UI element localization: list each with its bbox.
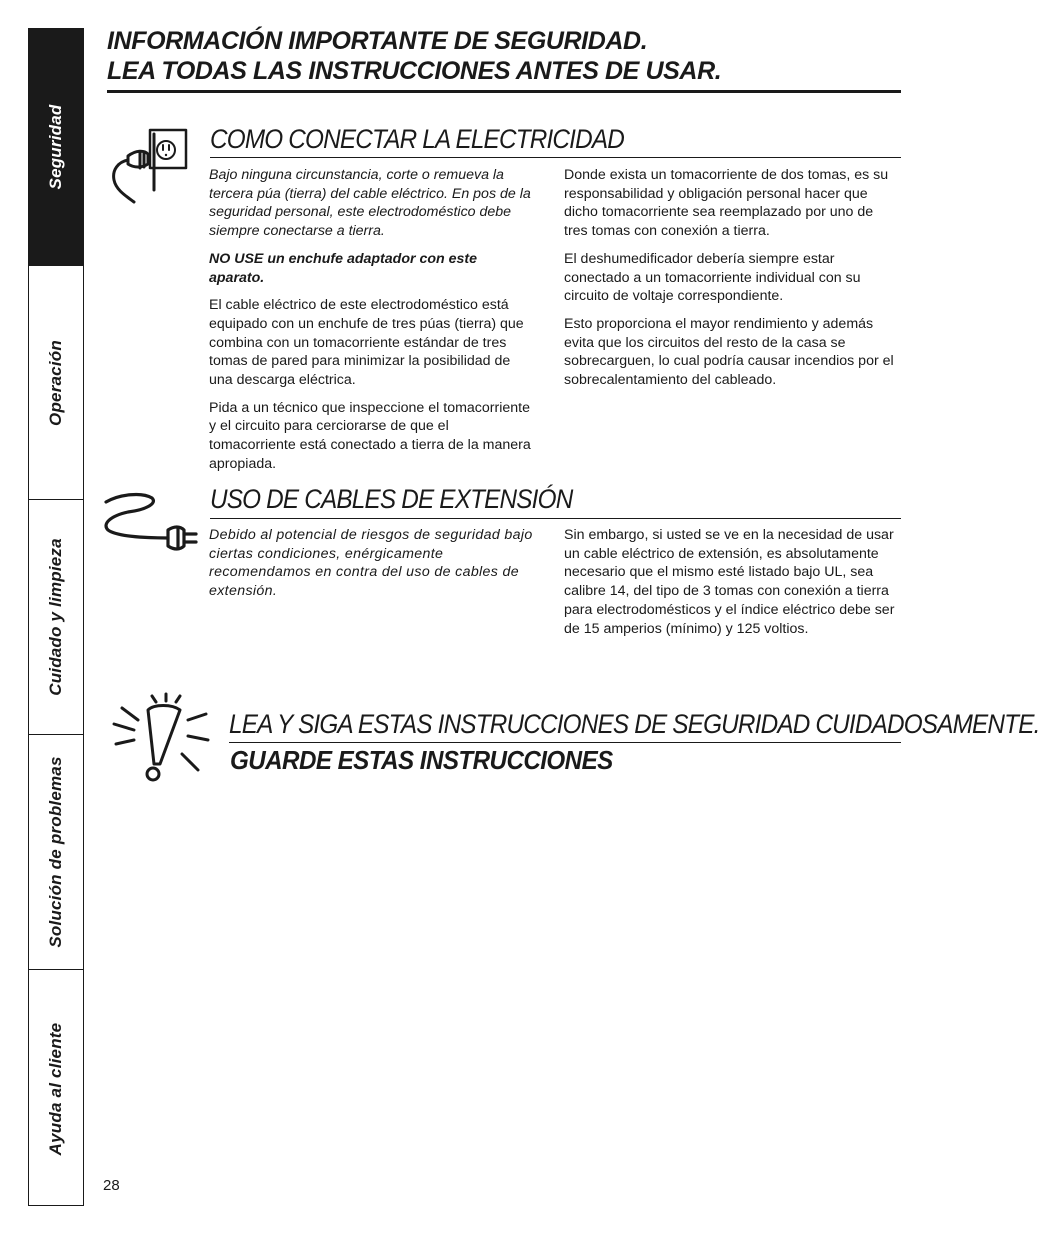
electricity-left-column bbox=[209, 166, 535, 483]
page-title bbox=[107, 26, 907, 86]
extension-left-column bbox=[209, 526, 535, 610]
plug-outlet-icon bbox=[108, 124, 192, 208]
section-title-read-follow: LEA Y SIGA ESTAS INSTRUCCIONES DE SEGURIDAD CUIDADOSAMENTE. bbox=[229, 709, 1040, 739]
header-divider bbox=[107, 90, 901, 93]
electricity-right-column bbox=[564, 166, 900, 399]
paragraph: El cable eléctrico de este electrodoméstico está equipado con un enchufe de tres púas (tierra) que combina con un tomacorriente estándar de tres tomas de pared para minimizar la posibilidad de una descarga eléctrica. bbox=[209, 297, 524, 389]
section-divider bbox=[210, 518, 901, 519]
tab-operacion[interactable] bbox=[29, 266, 83, 500]
tab-cuidado-y-limpieza[interactable] bbox=[29, 500, 83, 735]
paragraph: Pida a un técnico que inspeccione el tomacorriente y el circuito para cerciorarse de que el tomacorriente está conectado a tierra de la manera apropiada. bbox=[209, 399, 531, 472]
paragraph: Esto proporciona el mayor rendimiento y además evita que los circuitos del resto de la casa se sobrecarguen, lo cual podría causar incendios por el sobrecalentamiento del cableado. bbox=[564, 315, 894, 389]
exclamation-warning-icon bbox=[108, 692, 212, 784]
tab-label: Seguridad bbox=[46, 104, 65, 190]
page-title-line1: INFORMACIÓN IMPORTANTE DE SEGURIDAD. bbox=[107, 27, 648, 55]
tab-label: Cuidado y limpieza bbox=[46, 538, 65, 696]
page-title-line2: LEA TODAS LAS INSTRUCCIONES ANTES DE USAR. bbox=[107, 57, 722, 85]
save-instructions-heading: GUARDE ESTAS INSTRUCCIONES bbox=[230, 745, 613, 775]
tab-seguridad[interactable] bbox=[29, 29, 83, 266]
tab-ayuda-al-cliente[interactable] bbox=[29, 970, 83, 1207]
paragraph: El deshumedificador debería siempre estar conectado a un tomacorriente individual con su circuito de voltaje correspondiente. bbox=[564, 250, 861, 305]
section-divider bbox=[210, 157, 901, 158]
no-adapter-warning: NO USE un enchufe adaptador con este aparato. bbox=[209, 250, 478, 286]
section-tabs bbox=[28, 28, 84, 1206]
paragraph: Donde exista un tomacorriente de dos tomas, es su responsabilidad y obligación personal hacer que dicho tomacorriente sea reemplazado por uno de tres tomas con conexión a tierra. bbox=[564, 167, 889, 240]
section-title-extension: USO DE CABLES DE EXTENSIÓN bbox=[210, 484, 573, 514]
ground-prong-warning: Bajo ninguna circunstancia, corte o remueva la tercera púa (tierra) del cable eléctrico. En pos de la seguridad personal, este electrodoméstico debe siempre conectarse a tierra. bbox=[209, 167, 531, 240]
tab-label: Operación bbox=[46, 339, 65, 426]
section-divider bbox=[229, 742, 901, 743]
extension-warning: Debido al potencial de riesgos de seguridad bajo ciertas condiciones, enérgicamente recomendamos en contra del uso de cables de extensión. bbox=[209, 527, 533, 600]
tab-solucion-de-problemas[interactable] bbox=[29, 735, 83, 970]
tab-label: Solución de problemas bbox=[46, 756, 65, 948]
paragraph: Sin embargo, si usted se ve en la necesidad de usar un cable eléctrico de extensión, es absolutamente necesario que el mismo esté listado bajo UL, sea calibre 14, del tipo de 3 tomas con conexión a tierra para electrodomésticos y el índice eléctrico debe ser de 15 amperios (mínimo) y 125 voltios. bbox=[564, 527, 895, 637]
extension-right-column bbox=[564, 526, 900, 647]
extension-cord-icon bbox=[98, 490, 202, 556]
section-title-electricity: COMO CONECTAR LA ELECTRICIDAD bbox=[210, 124, 624, 154]
page-number: 28 bbox=[103, 1177, 120, 1194]
tab-label: Ayuda al cliente bbox=[46, 1022, 65, 1155]
